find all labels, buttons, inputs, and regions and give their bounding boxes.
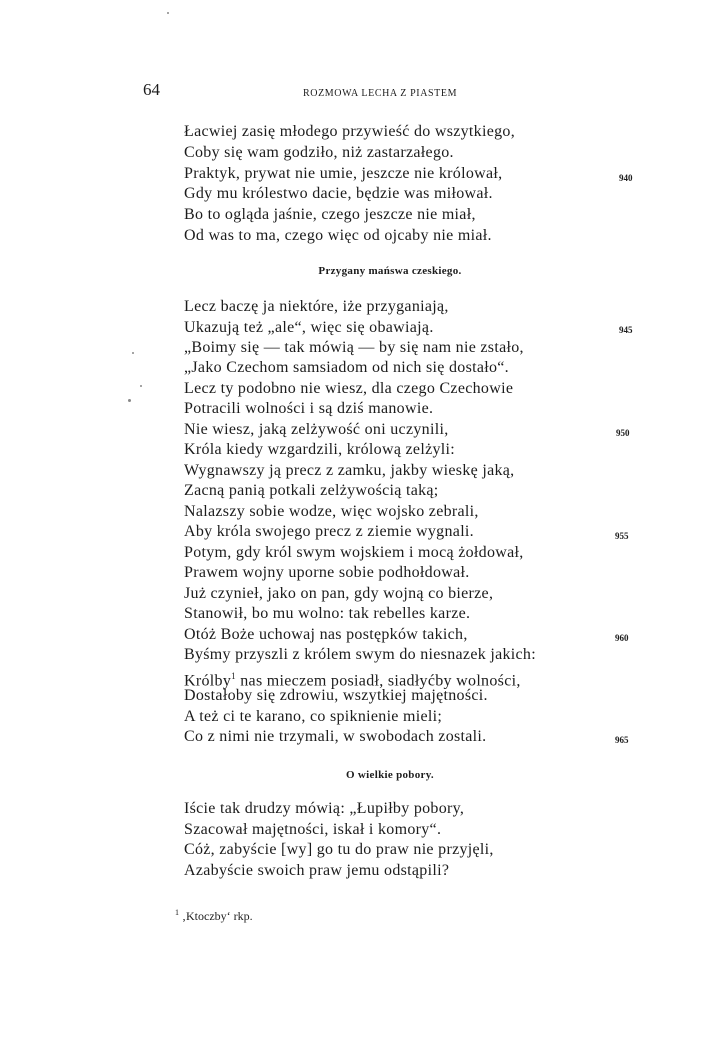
verse-line: Bo to ogląda jaśnie, czego jeszcze nie miał,: [184, 206, 476, 223]
verse-line: Nalazszy sobie wodze, więc wojsko zebrali,: [184, 503, 479, 520]
section-title: O wielkie pobory.: [346, 769, 434, 781]
verse-line: Praktyk, prywat nie umie, jeszcze nie królował,: [184, 165, 503, 182]
verse-line: Dostałoby się zdrowiu, wszytkiej majętności.: [184, 687, 488, 704]
verse-line: Stanowił, bo mu wolno: tak rebelles karze.: [184, 605, 471, 622]
footnote-marker: 1: [175, 908, 179, 917]
verse-line: Nie wiesz, jaką zelżywość oni uczynili,: [184, 421, 449, 438]
verse-line: Już czynieł, jako on pan, gdy wojną co bierze,: [184, 585, 494, 602]
verse-line: Aby króla swojego precz z ziemie wygnali.: [184, 523, 474, 540]
line-number: 945: [619, 325, 633, 335]
scan-speck: [132, 352, 134, 354]
line-number: 960: [615, 633, 629, 643]
verse-line: Byśmy przyszli z królem swym do niesnazek jakich:: [184, 646, 536, 663]
verse-line: Od was to ma, czego więc od ojcaby nie miał.: [184, 227, 492, 244]
section-title: Przygany mańswa czeskiego.: [318, 265, 462, 277]
verse-line: A też ci te karano, co spiknienie mieli;: [184, 708, 443, 725]
verse-rest: nas mieczem posiadł, siadłyćby wolności,: [235, 672, 521, 690]
verse-line: Króla kiedy wzgardzili, królową zelżyli:: [184, 441, 456, 458]
verse-line: „Boimy się — tak mówią — by się nam nie zstało,: [184, 339, 524, 356]
verse-line: Potracili wolności i są dziś manowie.: [184, 400, 434, 417]
line-number: 955: [615, 531, 629, 541]
verse-line: „Jako Czechom samsiadom od nich się dostało“.: [184, 359, 509, 376]
verse-line: Cóż, zabyście [wy] go tu do praw nie przyjęli,: [184, 841, 494, 858]
verse-line: Lecz ty podobno nie wiesz, dla czego Czechowie: [184, 380, 514, 397]
verse-line: Szacował majętności, iskał i komory“.: [184, 821, 442, 838]
scan-speck: [140, 385, 142, 387]
verse-line: Wygnawszy ją precz z zamku, jakby wieskę jaką,: [184, 462, 515, 479]
verse-line: Otóż Boże uchowaj nas postępków takich,: [184, 626, 468, 643]
verse-line: Coby się wam godziło, niż zastarzałego.: [184, 144, 454, 161]
verse-line: Iście tak drudzy mówią: „Łupiłby pobory,: [184, 800, 465, 817]
verse-line: Potym, gdy król swym wojskiem i mocą żołdował,: [184, 544, 524, 561]
verse-word: Królby: [184, 672, 232, 690]
verse-line: Łacwiej zasię młodego przywieść do wszytkiego,: [184, 123, 516, 140]
verse-line: Azabyście swoich praw jemu odstąpili?: [184, 862, 450, 879]
line-number: 965: [615, 735, 629, 745]
verse-line: Prawem wojny uporne sobie podhołdował.: [184, 564, 470, 581]
verse-line: Zacną panią potkali zelżywością taką;: [184, 482, 439, 499]
verse-line: Lecz baczę ja niektóre, iże przyganiają,: [184, 298, 449, 315]
scan-speck: [167, 12, 169, 14]
running-head: ROZMOWA LECHA Z PIASTEM: [303, 88, 458, 99]
verse-line: Ukazują też „ale“, więc się obawiają.: [184, 319, 434, 336]
footnote-marker: 1: [231, 671, 236, 681]
verse-line: [184, 666, 521, 690]
footnote: [175, 908, 253, 924]
line-number: 940: [619, 173, 633, 183]
scan-speck: [128, 399, 131, 402]
page-number: 64: [143, 80, 160, 99]
verse-line: Gdy mu królestwo dacie, będzie was miłował.: [184, 185, 493, 202]
verse-line: Co z nimi nie trzymali, w swobodach zostali.: [184, 728, 487, 745]
footnote-text: ‚Ktoczby‘ rkp.: [182, 909, 253, 923]
line-number: 950: [616, 428, 630, 438]
